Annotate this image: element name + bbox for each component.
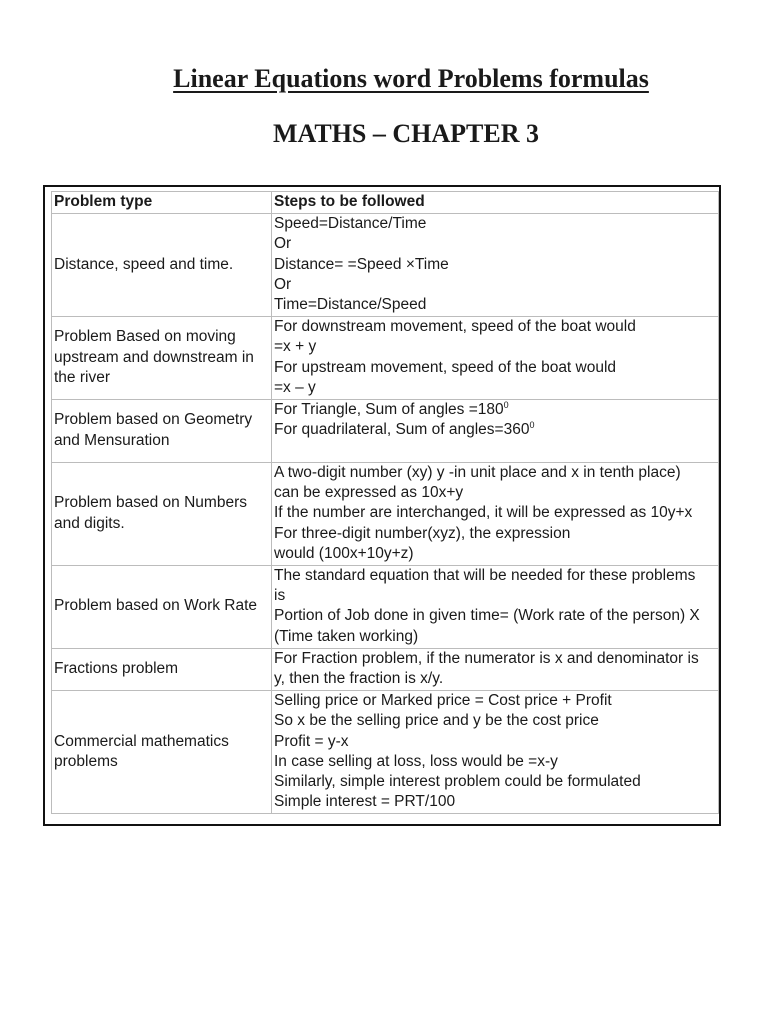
step-line: For downstream movement, speed of the boat would	[274, 318, 636, 336]
step-line: =x – y	[274, 378, 316, 396]
step-line: For three-digit number(xyz), the expression	[274, 524, 571, 542]
step-line: The standard equation that will be needed for these problems	[274, 567, 696, 585]
steps-cell	[272, 648, 719, 690]
table-row	[52, 214, 719, 317]
step-line: A two-digit number (xy) y -in unit place and x in tenth place)	[274, 464, 681, 482]
step-line	[274, 400, 716, 420]
step-line: (Time taken working)	[274, 627, 419, 645]
step-line: If the number are interchanged, it will be expressed as 10y+x	[274, 504, 693, 522]
problem-type-cell: Problem Based on moving upstream and downstream in the river	[52, 317, 272, 400]
step-line: =x + y	[274, 338, 317, 356]
step-line: Portion of Job done in given time= (Work rate of the person) X	[274, 607, 700, 625]
step-line	[274, 420, 716, 440]
table-row	[52, 691, 719, 814]
steps-cell	[272, 214, 719, 317]
step-line: In case selling at loss, loss would be =x-y	[274, 752, 558, 770]
step-line: Or	[274, 235, 292, 253]
problem-type-cell: Problem based on Geometry and Mensuration	[52, 400, 272, 463]
formula-table	[51, 191, 719, 814]
table-row	[52, 566, 719, 649]
step-line: Similarly, simple interest problem could be formulated	[274, 773, 641, 791]
step-line: would (100x+10y+z)	[274, 544, 414, 562]
step-line: Simple interest = PRT/100	[274, 793, 456, 811]
step-line: Or	[274, 275, 292, 293]
problem-type-cell: Problem based on Numbers and digits.	[52, 463, 272, 566]
step-line: is	[274, 587, 286, 605]
step-line: can be expressed as 10x+y	[274, 484, 464, 502]
step-text: For quadrilateral, Sum of angles=360	[274, 421, 530, 439]
step-line: For upstream movement, speed of the boat would	[274, 358, 617, 376]
page-title: Linear Equations word Problems formulas	[173, 64, 649, 93]
steps-cell	[272, 463, 719, 566]
steps-cell	[272, 566, 719, 649]
column-header-problem-type: Problem type	[52, 192, 272, 214]
table-row	[52, 648, 719, 690]
formula-table-frame	[43, 185, 721, 826]
steps-cell	[272, 400, 719, 463]
column-header-steps: Steps to be followed	[272, 192, 719, 214]
step-line: Distance= =Speed ×Time	[274, 255, 449, 273]
steps-cell	[272, 691, 719, 814]
problem-type-cell: Distance, speed and time.	[52, 214, 272, 317]
problem-type-cell: Fractions problem	[52, 648, 272, 690]
steps-cell	[272, 317, 719, 400]
table-row	[52, 317, 719, 400]
table-row	[52, 400, 719, 463]
degree-superscript: 0	[503, 400, 509, 411]
step-line: So x be the selling price and y be the cost price	[274, 712, 599, 730]
step-line: For Fraction problem, if the numerator is x and denominator is	[274, 649, 699, 667]
chapter-subtitle: MATHS – CHAPTER 3	[272, 119, 540, 148]
step-line: Selling price or Marked price = Cost price + Profit	[274, 692, 612, 710]
step-line: Profit = y-x	[274, 732, 349, 750]
problem-type-cell: Problem based on Work Rate	[52, 566, 272, 649]
step-text: For Triangle, Sum of angles =180	[274, 401, 504, 419]
table-header-row	[52, 192, 719, 214]
degree-superscript: 0	[529, 420, 535, 431]
step-line: Speed=Distance/Time	[274, 215, 427, 233]
table-row	[52, 463, 719, 566]
problem-type-cell: Commercial mathematics problems	[52, 691, 272, 814]
step-line: Time=Distance/Speed	[274, 296, 427, 314]
step-line: y, then the fraction is x/y.	[274, 670, 444, 688]
